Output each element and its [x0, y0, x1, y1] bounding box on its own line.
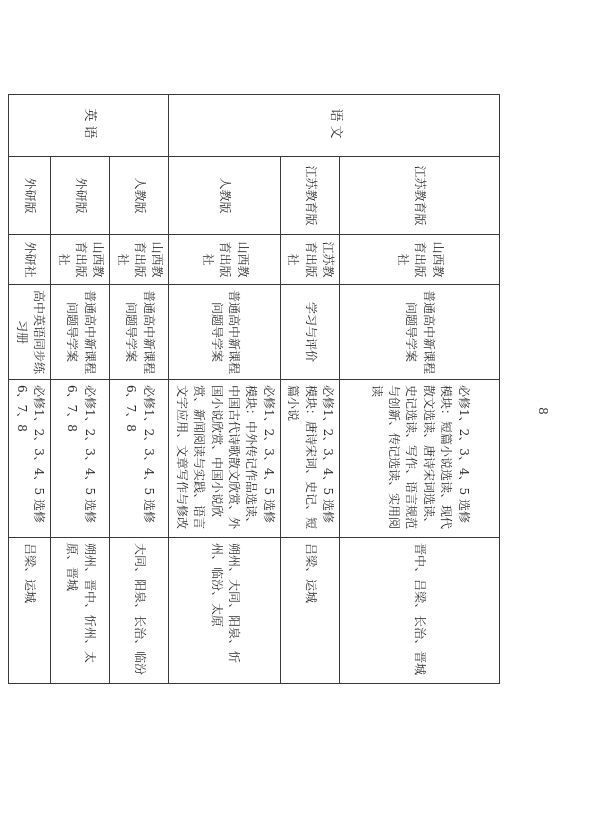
edition-cell: 人教版	[110, 157, 169, 235]
guide-cell: 高中英语同步练习册	[9, 285, 51, 380]
table-row	[280, 95, 339, 731]
table-row	[110, 95, 169, 731]
regions-cell: 朔州、大同、阳泉、忻州、临汾、太原	[169, 538, 280, 684]
regions-cell: 吕梁、运城	[280, 538, 339, 684]
volumes-cell: 必修1、2、3、4、5 选修6、7、8	[9, 380, 51, 538]
volumes-cell: 必修1、2、3、4、5 选修6、7、8	[110, 380, 169, 538]
edition-cell: 外研版	[51, 157, 110, 235]
rotated-table-area	[14, 94, 500, 730]
subject-cell: 语文	[169, 95, 500, 157]
volumes-cell: 必修1、2、3、4、5 选修模块：短篇小说选读、现代散文选读、唐诗宋词选读、史记选读、写作、语言规范与创新、传记选读、实用阅读	[340, 380, 500, 538]
guide-cell: 普通高中新课程问题导学案	[340, 285, 500, 380]
margin-cell	[340, 684, 500, 731]
edition-cell: 江苏教育版	[280, 157, 339, 235]
margin-cell	[280, 684, 339, 731]
subject-cell: 英语	[9, 95, 169, 157]
publisher-cell: 山西教育出版社	[110, 235, 169, 285]
publisher-cell: 外研社	[9, 235, 51, 285]
publisher-cell: 山西教育出版社	[51, 235, 110, 285]
table-row	[169, 95, 280, 731]
margin-cell	[110, 684, 169, 731]
margin-cell	[51, 684, 110, 731]
volumes-cell: 必修1、2、3、4、5 选修模块：中外传记作品选读、中国古代诗歌散文欣赏、外国小说欣赏、中国小说欣赏、新闻阅读与实践、语言文字应用、文章写作与修改	[169, 380, 280, 538]
edition-cell: 外研版	[9, 157, 51, 235]
guide-cell: 普通高中新课程问题导学案	[169, 285, 280, 380]
table-row	[9, 95, 51, 731]
guide-cell: 普通高中新课程问题导学案	[110, 285, 169, 380]
page-number: 8	[535, 407, 550, 415]
publisher-cell: 山西教育出版社	[169, 235, 280, 285]
table-row	[340, 95, 500, 731]
edition-cell: 江苏教育版	[340, 157, 500, 235]
regions-cell: 晋中、吕梁、长治、晋城	[340, 538, 500, 684]
margin-cell	[9, 684, 51, 731]
table-row	[51, 95, 110, 731]
guide-cell: 普通高中新课程问题导学案	[51, 285, 110, 380]
margin-cell	[169, 684, 280, 731]
publisher-cell: 山西教育出版社	[340, 235, 500, 285]
regions-cell: 大同、阳泉、长治、临汾	[110, 538, 169, 684]
regions-cell: 吕梁、运城	[9, 538, 51, 684]
edition-cell: 人教版	[169, 157, 280, 235]
volumes-cell: 必修1、2、3、4、5 选修6、7、8	[51, 380, 110, 538]
volumes-cell: 必修1、2、3、4、5 选修模块：唐诗宋词、史记、短篇小说	[280, 380, 339, 538]
regions-cell: 朔州、晋中、忻州、太原、晋城	[51, 538, 110, 684]
guide-cell: 学习与评价	[280, 285, 339, 380]
publisher-cell: 江苏教育出版社	[280, 235, 339, 285]
textbook-table	[8, 94, 500, 731]
